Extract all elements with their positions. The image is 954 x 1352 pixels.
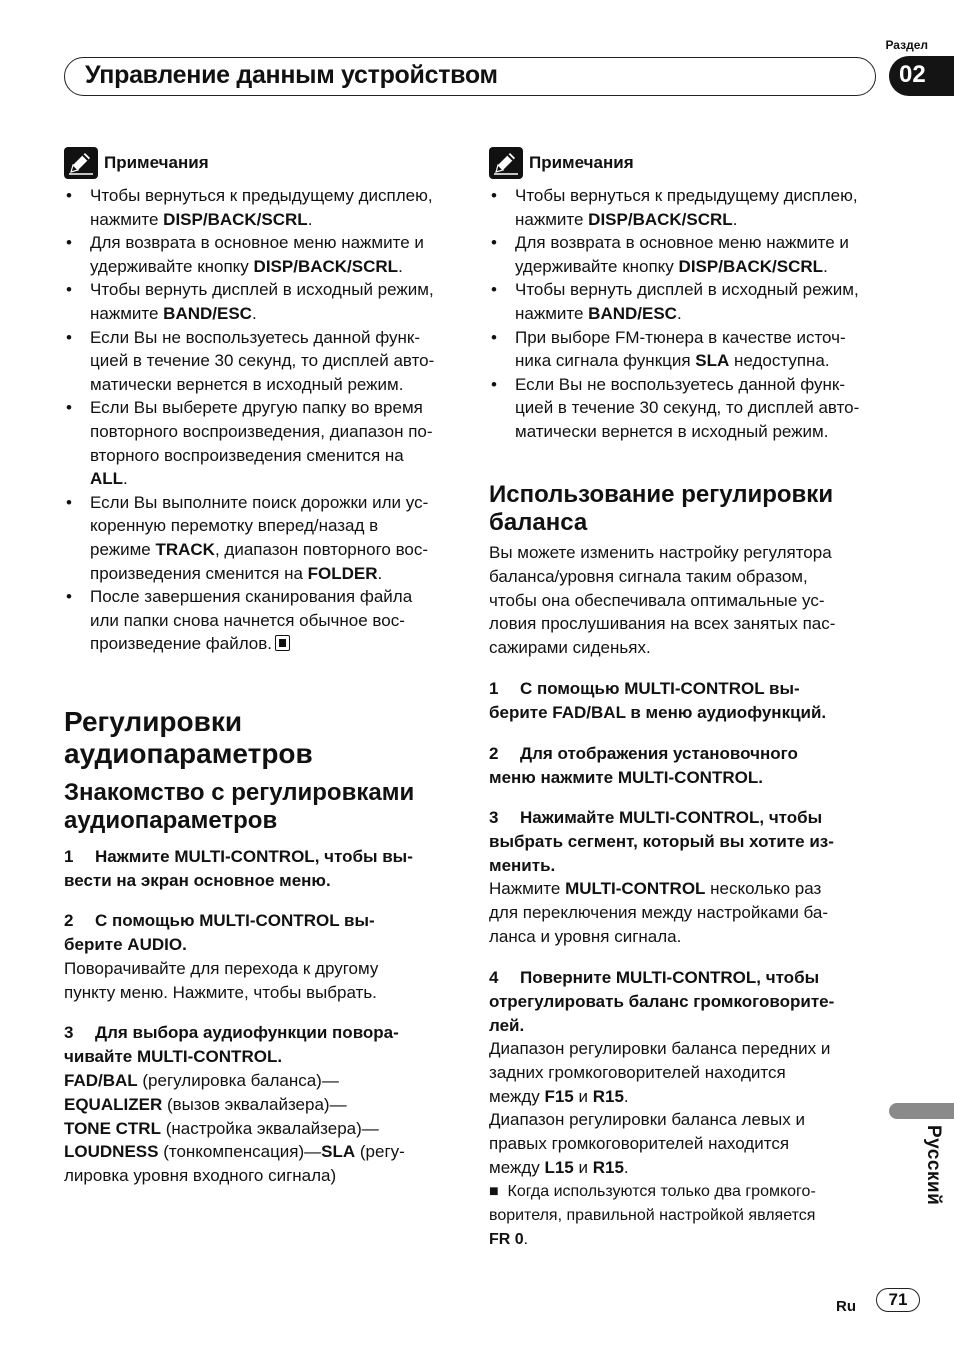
lang-code: Ru (836, 1298, 856, 1315)
section-number: 02 (899, 61, 926, 88)
text-run: . (523, 1230, 529, 1248)
text-line (64, 1140, 454, 1164)
text-run: С помощью MULTI-CONTROL вы- (95, 911, 375, 930)
text-run: повторного воспроизведения, диапазон по- (90, 421, 433, 441)
notes-heading: Примечания (104, 153, 209, 172)
note-item (489, 231, 879, 278)
text-run: . (377, 563, 383, 583)
section-tab (889, 56, 954, 96)
text-run: цией в течение 30 секунд, то дисплей авто- (90, 351, 435, 371)
note-item (489, 184, 879, 231)
note-item (64, 326, 454, 397)
text-line (64, 1069, 454, 1093)
text-run: Чтобы вернуться к предыдущему дисплею, (90, 186, 433, 205)
note-item (64, 278, 454, 325)
language-tab (889, 1103, 954, 1119)
text-run: . (823, 256, 828, 276)
text-run: режиме (90, 539, 156, 559)
text-run: (вызов эквалайзера)— (162, 1094, 347, 1114)
section-label: Раздел (885, 38, 928, 52)
text-run: ловия прослушивания на всех занятых пас- (489, 614, 836, 634)
text-run: Чтобы вернуть дисплей в исходный режим, (515, 280, 859, 300)
text-run: Диапазон регулировки баланса левых и (489, 1110, 805, 1130)
text-run: (настройка эквалайзера)— (160, 1118, 379, 1138)
text-run: (тонкомпенсация)— (158, 1142, 322, 1162)
note-item (489, 278, 879, 325)
note-item (64, 585, 454, 656)
text-run: выбрать сегмент, который вы хотите из- (489, 832, 834, 851)
text-run: . (251, 303, 257, 323)
step-number: 2 (64, 911, 74, 930)
text-line (489, 636, 879, 660)
text-run: (регу- (355, 1142, 405, 1162)
text-run: ника сигнала функция (515, 351, 696, 371)
step-line (489, 830, 879, 854)
text-line (64, 981, 454, 1005)
bold-term: R15 (592, 1157, 624, 1177)
text-line (489, 1061, 879, 1085)
text-run: ■ Когда используются только два громкого- (489, 1183, 816, 1200)
text-run: Диапазон регулировки баланса передних и (489, 1039, 831, 1058)
step-line (64, 869, 454, 893)
step-line (489, 966, 879, 990)
balance-step-3 (489, 806, 879, 878)
subsection-title-line2: аудиопараметров (64, 807, 278, 834)
bold-term: F15 (544, 1086, 574, 1106)
step-number: 2 (489, 744, 499, 763)
header-bar (64, 57, 876, 96)
note-item (489, 326, 879, 373)
step-line (489, 806, 879, 830)
step-2 (64, 909, 454, 957)
notes-heading: Примечания (529, 153, 634, 172)
bold-term: TRACK (155, 539, 215, 559)
step-number: 3 (489, 808, 499, 827)
balance-section-title-line2: баланса (489, 509, 588, 536)
step-3-text (64, 1069, 454, 1188)
text-run: несколько раз (705, 879, 822, 898)
bold-term: SLA (695, 351, 730, 371)
bold-term: BAND/ESC (163, 303, 252, 323)
text-run: ланса и уровня сигнала. (489, 926, 682, 946)
text-line (489, 541, 879, 565)
step-line (64, 1045, 454, 1069)
bold-term: ALL (90, 469, 124, 489)
text-run: После завершения сканирования файла (90, 587, 413, 607)
balance-step-4 (489, 966, 879, 1038)
text-run: цией в течение 30 секунд, то дисплей авто- (515, 398, 860, 418)
text-line (64, 1093, 454, 1117)
balance-step-4-text (489, 1037, 879, 1180)
text-line (489, 565, 879, 589)
text-run: сажирами сиденьях. (489, 638, 651, 658)
text-run: Вы можете изменить настройку регулятора (489, 543, 832, 562)
text-run: вести на экран основное меню. (64, 871, 331, 890)
text-run: нажмите (90, 209, 164, 229)
text-run: между (489, 1086, 545, 1106)
step-line (489, 766, 879, 790)
step-line (489, 701, 879, 725)
bold-term: FOLDER (307, 563, 378, 583)
text-run: чтобы она обеспечивала оптимальные ус- (489, 590, 825, 610)
text-run: берите FAD/BAL в меню аудиофункций. (489, 703, 827, 722)
bold-term: DISP/BACK/SCRL (163, 209, 308, 229)
bold-term: DISP/BACK/SCRL (678, 256, 824, 276)
step-line (489, 990, 879, 1014)
bold-term: LOUDNESS (64, 1142, 159, 1162)
text-line (489, 1228, 879, 1252)
text-run: Нажмите MULTI-CONTROL, чтобы вы- (95, 847, 413, 866)
text-run: удерживайте кнопку (515, 256, 679, 276)
step-line (64, 933, 454, 957)
text-run: вторного воспроизведения сменится на (90, 445, 404, 465)
text-line (489, 1037, 879, 1061)
text-run: Чтобы вернуть дисплей в исходный режим, (90, 280, 434, 300)
text-run: матически вернется в исходный режим. (515, 421, 829, 441)
balance-step-1 (489, 677, 879, 725)
text-run: нажмите (90, 303, 164, 323)
text-run: нажмите (515, 303, 589, 323)
text-line (489, 1085, 879, 1109)
bold-term: R15 (592, 1086, 624, 1106)
balance-step-2 (489, 742, 879, 790)
text-line (489, 612, 879, 636)
right-notes-list (489, 184, 879, 444)
text-run: Если Вы не воспользуетесь данной функ- (515, 374, 846, 394)
text-run: Поворачивайте для перехода к другому (64, 959, 379, 978)
balance-intro (489, 541, 879, 660)
text-run: или папки снова начнется обычное вос- (90, 610, 405, 630)
text-run: Чтобы вернуться к предыдущему дисплею, (515, 186, 858, 205)
bold-term: BAND/ESC (588, 303, 677, 323)
step-line (489, 854, 879, 878)
left-notes-list (64, 184, 454, 656)
text-run: (регулировка баланса)— (137, 1071, 339, 1090)
text-run: матически вернется в исходный режим. (90, 374, 404, 394)
text-line (489, 589, 879, 613)
bold-term: L15 (544, 1157, 574, 1177)
text-run: отрегулировать баланс громкоговорите- (489, 992, 835, 1011)
text-line (64, 1164, 454, 1188)
text-line (489, 1180, 879, 1204)
text-run: чивайте MULTI-CONTROL. (64, 1047, 283, 1066)
text-run: удерживайте кнопку (90, 256, 254, 276)
bold-term: FR 0 (489, 1230, 524, 1248)
text-run: ворителя, правильной настройкой является (489, 1206, 816, 1224)
bold-term: EQUALIZER (64, 1094, 163, 1114)
text-run: . (307, 209, 313, 229)
text-line (489, 1204, 879, 1228)
text-run: произведение файлов. (90, 634, 273, 654)
text-run: правых громкоговорителей находится (489, 1134, 790, 1154)
text-run: Для возврата в основное меню нажмите и (515, 233, 849, 253)
text-line (64, 957, 454, 981)
bold-term: DISP/BACK/SCRL (253, 256, 399, 276)
step-3 (64, 1021, 454, 1069)
text-run: между (489, 1157, 545, 1177)
text-run: Если Вы выполните поиск дорожки или ус- (90, 492, 429, 512)
page-number: 71 (876, 1288, 920, 1312)
text-run: и (573, 1086, 593, 1106)
text-run: Для отображения установочного (520, 744, 798, 763)
text-line (489, 1132, 879, 1156)
text-run: для переключения между настройками ба- (489, 902, 829, 922)
text-run: . (623, 1157, 629, 1177)
bold-term: SLA (321, 1142, 356, 1162)
text-run: . (732, 209, 738, 229)
text-line (489, 925, 879, 949)
text-run: Нажмите (489, 879, 566, 898)
text-run: и (573, 1157, 593, 1177)
note-item (64, 184, 454, 231)
balance-step-3-text (489, 877, 879, 948)
note-item (489, 373, 879, 444)
subsection-title-line1: Знакомство с регулировками (64, 779, 415, 806)
text-run: пункту меню. Нажмите, чтобы выбрать. (64, 982, 377, 1002)
step-line (489, 677, 879, 701)
text-run: . (398, 256, 403, 276)
bold-term: FAD/BAL (64, 1071, 138, 1090)
section-title-line1: Регулировки (64, 706, 243, 737)
text-run: Поверните MULTI-CONTROL, чтобы (520, 968, 820, 987)
text-run: Для выбора аудиофункции повора- (95, 1023, 399, 1042)
balance-section-title-line1: Использование регулировки (489, 481, 834, 508)
page-title: Управление данным устройством (85, 61, 498, 89)
bold-term: TONE CTRL (64, 1118, 161, 1138)
text-run: недоступна. (729, 351, 830, 371)
note-item (64, 396, 454, 490)
step-line (64, 1021, 454, 1045)
step-number: 4 (489, 968, 499, 987)
text-run: Нажимайте MULTI-CONTROL, чтобы (520, 808, 823, 827)
text-run: При выборе FM-тюнера в качестве источ- (515, 327, 846, 347)
step-2-text (64, 957, 454, 1005)
text-run: С помощью MULTI-CONTROL вы- (520, 679, 800, 698)
bold-term: MULTI-CONTROL (565, 879, 706, 898)
step-line (64, 909, 454, 933)
text-line (489, 1156, 879, 1180)
text-run: берите AUDIO. (64, 935, 187, 954)
text-line (489, 877, 879, 901)
note-item (64, 491, 454, 585)
step-1 (64, 845, 454, 893)
text-run: произведения сменится на (90, 563, 308, 583)
language-label: Русский (923, 1125, 944, 1206)
text-run: меню нажмите MULTI-CONTROL. (489, 768, 763, 787)
step-number: 1 (489, 679, 499, 698)
text-run: , диапазон повторного вос- (214, 539, 429, 559)
text-run: лей. (489, 1016, 525, 1035)
text-run: баланса/уровня сигнала таким образом, (489, 566, 808, 586)
text-line (489, 1108, 879, 1132)
stop-icon (275, 635, 290, 651)
text-run: менить. (489, 856, 556, 875)
step-line (489, 742, 879, 766)
text-run: Если Вы не воспользуетесь данной функ- (90, 327, 421, 347)
text-run: Если Вы выберете другую папку во время (90, 398, 423, 418)
step-number: 3 (64, 1023, 74, 1042)
note-item (64, 231, 454, 278)
step-line (64, 845, 454, 869)
text-line (64, 1117, 454, 1141)
pencil-note-icon (64, 147, 98, 179)
text-run: задних громкоговорителей находится (489, 1062, 786, 1082)
text-line (489, 901, 879, 925)
step-number: 1 (64, 847, 74, 866)
text-run: . (676, 303, 682, 323)
section-title-line2: аудиопараметров (64, 738, 313, 769)
text-run: лировка уровня входного сигнала) (64, 1166, 337, 1186)
pencil-note-icon (489, 147, 523, 179)
bold-term: DISP/BACK/SCRL (588, 209, 733, 229)
text-run: коренную перемотку вперед/назад в (90, 516, 379, 536)
text-run: Для возврата в основное меню нажмите и (90, 233, 424, 253)
step-line (489, 1014, 879, 1038)
text-run: нажмите (515, 209, 589, 229)
text-run: . (123, 469, 128, 489)
text-run: . (623, 1086, 629, 1106)
balance-step-4-note (489, 1180, 879, 1251)
